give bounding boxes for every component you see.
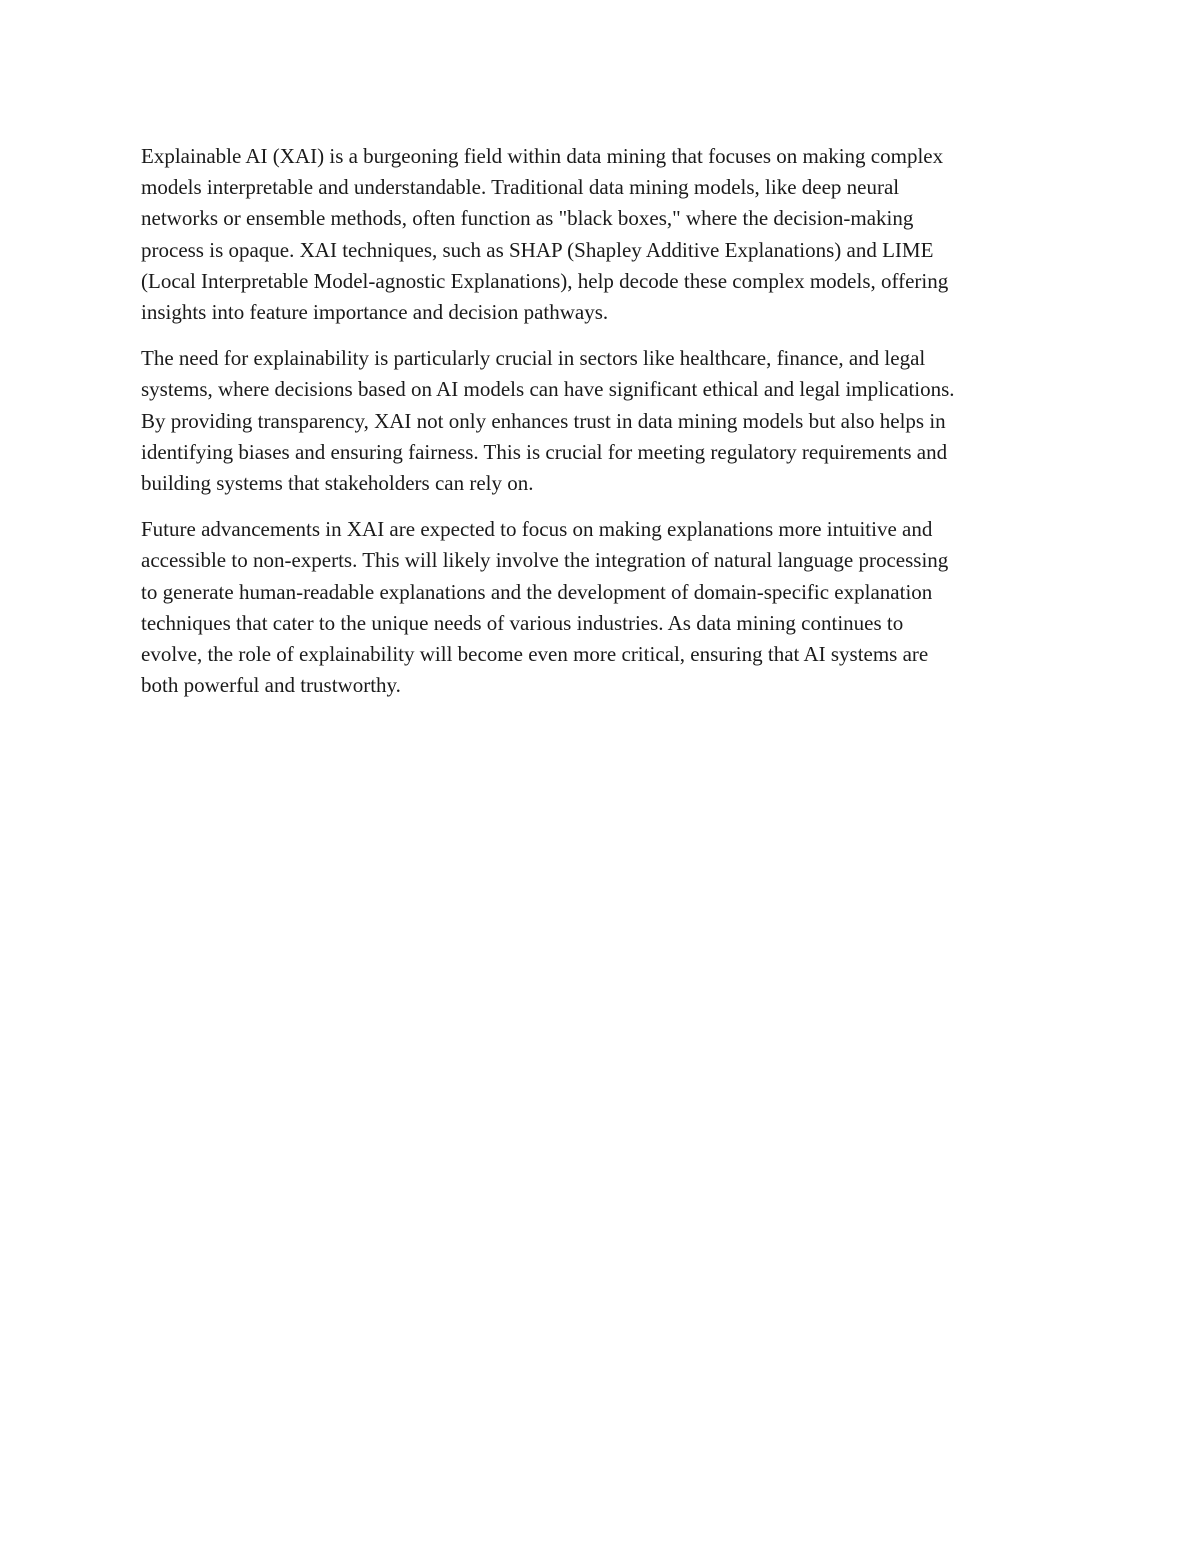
paragraph-explainability-need [141, 343, 1059, 499]
text-line: (Local Interpretable Model-agnostic Explanations), help decode these complex models, offering [141, 268, 949, 293]
text-line: insights into feature importance and decision pathways. [141, 300, 609, 325]
text-line: to generate human-readable explanations and the development of domain-specific explanation [141, 579, 933, 604]
paragraph-future-advancements [141, 514, 1059, 701]
text-line: process is opaque. XAI techniques, such as SHAP (Shapley Additive Explanations) and LIME [141, 237, 934, 262]
text-line: models interpretable and understandable. Traditional data mining models, like deep neural [141, 175, 900, 200]
document-body [141, 141, 1059, 716]
text-line: networks or ensemble methods, often function as "black boxes," where the decision-making [141, 206, 914, 231]
text-line: building systems that stakeholders can rely on. [141, 471, 534, 496]
text-line: identifying biases and ensuring fairness. This is crucial for meeting regulatory requirements and [141, 439, 948, 464]
text-line: evolve, the role of explainability will become even more critical, ensuring that AI systems are [141, 642, 929, 667]
text-line: techniques that cater to the unique needs of various industries. As data mining continues to [141, 610, 904, 635]
text-line: both powerful and trustworthy. [141, 673, 401, 698]
text-line: accessible to non-experts. This will likely involve the integration of natural language processing [141, 548, 949, 573]
paragraph-xai-intro [141, 141, 1059, 328]
text-line: The need for explainability is particularly crucial in sectors like healthcare, finance, and legal [141, 346, 926, 371]
text-line: By providing transparency, XAI not only enhances trust in data mining models but also helps in [141, 408, 946, 433]
text-line: Future advancements in XAI are expected to focus on making explanations more intuitive and [141, 517, 933, 542]
text-line: systems, where decisions based on AI models can have significant ethical and legal implications. [141, 377, 955, 402]
text-line: Explainable AI (XAI) is a burgeoning field within data mining that focuses on making complex [141, 144, 944, 168]
